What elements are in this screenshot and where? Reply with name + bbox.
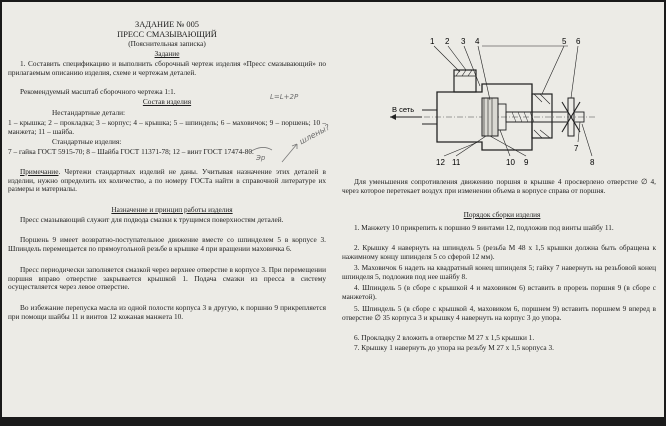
document-title: ЗАДАНИЕ № 005 xyxy=(135,20,199,29)
composition-heading: Состав изделия xyxy=(142,97,192,106)
diagram-label-5: 5 xyxy=(562,37,567,46)
note-label: Примечание xyxy=(20,167,59,176)
diagram-label-2: 2 xyxy=(445,37,450,46)
diagram-label-7: 7 xyxy=(574,144,579,153)
outlet-label: В сеть xyxy=(392,105,415,114)
handwritten-question: шлены? xyxy=(297,122,332,147)
diagram-label-8: 8 xyxy=(590,158,595,167)
note-parenthetical: (Пояснительная записка) xyxy=(128,39,206,48)
diagram-label-9: 9 xyxy=(524,158,529,167)
assembly-step-3: 3. Маховичок 6 надеть на квадратный конец шпинделя 5; гайку 7 навернуть на резьбовой конец шпинделя 5, подложив под нее шайбу 8. xyxy=(342,263,656,281)
purpose-paragraph-3: Пресс периодически заполняется смазкой через верхнее отверстие в корпусе 3. При перемещении поршня вправо отверстие закрывается крышкой 1. Подача смазки из пресса в систему осуществляется через левое отверстие. xyxy=(8,265,326,292)
note-text: . Чертежи стандартных изделий не даны. Учитывая назначение этих деталей в изделии, нужно определить их количество, а по номеру ГОСТа найти в справочной литературе их размеры и материалы. xyxy=(8,167,326,194)
document-sheet xyxy=(2,2,664,417)
diagram-label-10: 10 xyxy=(506,158,515,167)
document-subtitle: ПРЕСС СМАЗЫВАЮЩИЙ xyxy=(117,30,217,39)
standard-text: 7 – гайка ГОСТ 5915-70; 8 – Шайба ГОСТ 11371-78; 12 – винт ГОСТ 17474-80. xyxy=(8,147,254,156)
nonstandard-text: 1 – крышка; 2 – прокладка; 3 – корпус; 4 – крышка; 5 – шпиндель; 6 – маховичок; 9 – поршень; 10 – манжета; 11 – шайба. xyxy=(8,118,326,136)
scale-text: Рекомендуемый масштаб сборочного чертежа 1:1. xyxy=(20,87,176,96)
handwritten-formula: L=L+2P xyxy=(270,93,299,101)
purpose-paragraph-4: Во избежание перепуска масла из одной полости корпуса 3 в другую, к поршню 9 прикрепляется при помощи шайбы 11 и винтов 12 кожаная манжета 10. xyxy=(8,303,326,321)
diagram-label-4: 4 xyxy=(475,37,480,46)
assembly-step-5: 5. Шпиндель 5 (в сборе с крышкой 4, маховиком 6, поршнем 9) вставить поршнем 9 вперед в отверстие ∅ 35 корпуса 3 и крышку 4 навернуть на корпус 3 до упора. xyxy=(342,304,656,322)
purpose-paragraph-1: Пресс смазывающий служит для подвода смазки к трущимся поверхностям деталей. xyxy=(20,215,284,224)
diagram-label-1: 1 xyxy=(430,37,435,46)
reduction-text: Для уменьшения сопротивления движению поршня в крышке 4 просверлено отверстие ∅ 4, через которое перетекает воздух при изменении объема в корпусе справа от поршня. xyxy=(342,177,656,195)
purpose-heading: Назначение и принцип работы изделия xyxy=(111,205,233,214)
assembly-step-6: 6. Прокладку 2 вложить в отверстие М 27 х 1,5 крышки 1. xyxy=(354,333,535,342)
handwritten-mark: Эр xyxy=(256,154,266,162)
assembly-diagram xyxy=(382,32,612,172)
task-text: 1. Составить спецификацию и выполнить сборочный чертеж изделия «Пресс смазывающий» по прилагаемым описанию изделия, схеме и чертежам деталей. xyxy=(8,59,326,77)
diagram-label-11: 11 xyxy=(452,158,461,167)
task-heading: Задание xyxy=(154,49,180,58)
purpose-paragraph-2: Поршень 9 имеет возвратно-поступательное движение вместе со шпинделем 5 в корпусе 3. Шпиндель перемещается по прямоугольной резьбе в крышке 4 при вращении маховичка 6. xyxy=(8,235,326,253)
diagram-label-6: 6 xyxy=(576,37,581,46)
assembly-step-4: 4. Шпиндель 5 (в сборе с крышкой 4 и маховиком 6) вставить в прорезь поршня 9 (в сборе с манжетой). xyxy=(342,283,656,301)
assembly-step-2: 2. Крышку 4 навернуть на шпиндель 5 (резьба М 48 х 1,5 крышки должна быть обращена к нажимному концу шпинделя 5 со сферой 12 мм). xyxy=(342,243,656,261)
assembly-step-1: 1. Манжету 10 прикрепить к поршню 9 винтами 12, подложив под винты шайбу 11. xyxy=(354,223,614,232)
piston xyxy=(482,98,498,136)
top-cap xyxy=(454,70,476,92)
assembly-heading: Порядок сборки изделия xyxy=(463,210,541,219)
pencil-strokes xyxy=(242,122,332,177)
standard-heading: Стандартные изделия: xyxy=(52,137,122,146)
diagram-label-12: 12 xyxy=(436,158,445,167)
diagram-label-3: 3 xyxy=(461,37,466,46)
nonstandard-heading: Нестандартные детали: xyxy=(52,108,126,117)
assembly-step-7: 7. Крышку 1 навернуть до упора на резьбу М 27 х 1,5 корпуса 3. xyxy=(354,343,554,352)
